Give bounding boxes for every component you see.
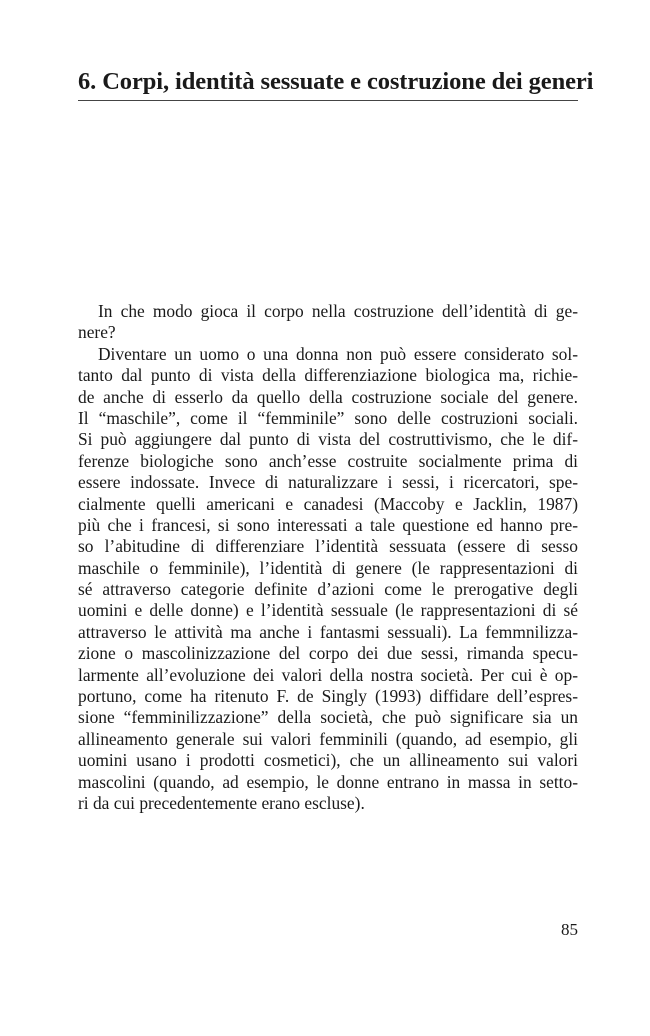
text-line: nere? (78, 322, 116, 343)
text-line: so l’abitudine di differenziare l’identità sessuata (essere di sesso (78, 536, 578, 557)
text-line: essere indossate. Invece di naturalizzare i sessi, i ricercatori, spe- (78, 472, 578, 493)
text-line: mascolini (quando, ad esempio, le donne entrano in massa in setto- (78, 771, 578, 792)
text-line: uomini e delle donne) e l’identità sessuale (le rappresentazioni di sé (78, 600, 578, 621)
text-line: Diventare un uomo o una donna non può essere considerato sol- (98, 343, 578, 364)
title-rule (78, 100, 578, 101)
chapter-title: 6. Corpi, identità sessuate e costruzione dei generi (78, 68, 594, 95)
text-line: ferenze biologiche sono anch’esse costruite socialmente prima di (78, 450, 578, 471)
text-line: zione o mascolinizzazione del corpo dei due sessi, rimanda specu- (78, 643, 578, 664)
text-line: uomini usano i prodotti cosmetici), che un allineamento sui valori (78, 750, 578, 771)
text-line: portuno, come ha ritenuto F. de Singly (1993) diffidare dell’espres- (78, 686, 578, 707)
text-line: sé attraverso categorie definite d’azioni come le prerogative degli (78, 579, 578, 600)
text-line: Il “maschile”, come il “femminile” sono delle costruzioni sociali. (78, 407, 578, 428)
text-line: tanto dal punto di vista della differenziazione biologica ma, richie- (78, 365, 578, 386)
text-line: più che i francesi, si sono interessati a tale questione ed hanno pre- (78, 514, 578, 535)
text-line: cialmente quelli americani e canadesi (Maccoby e Jacklin, 1987) (78, 493, 578, 514)
text-line: larmente all’evoluzione dei valori della nostra società. Per cui è op- (78, 664, 578, 685)
text-line: maschile o femminile), l’identità di genere (le rappresentazioni di (78, 557, 578, 578)
text-line: In che modo gioca il corpo nella costruzione dell’identità di ge- (98, 301, 578, 321)
text-line: allineamento generale sui valori femminili (quando, ad esempio, gli (78, 728, 578, 749)
text-line: attraverso le attività ma anche i fantasmi sessuali). La femmnilizza- (78, 621, 578, 642)
text-line: de anche di esserlo da quello della costruzione sociale del genere. (78, 386, 578, 407)
body-text (78, 301, 578, 814)
text-line: ri da cui precedentemente erano escluse). (78, 792, 365, 813)
page-number: 85 (561, 920, 578, 939)
text-line: Si può aggiungere dal punto di vista del costruttivismo, che le dif- (78, 429, 578, 450)
text-line: sione “femminilizzazione” della società, che può significare sia un (78, 707, 578, 728)
